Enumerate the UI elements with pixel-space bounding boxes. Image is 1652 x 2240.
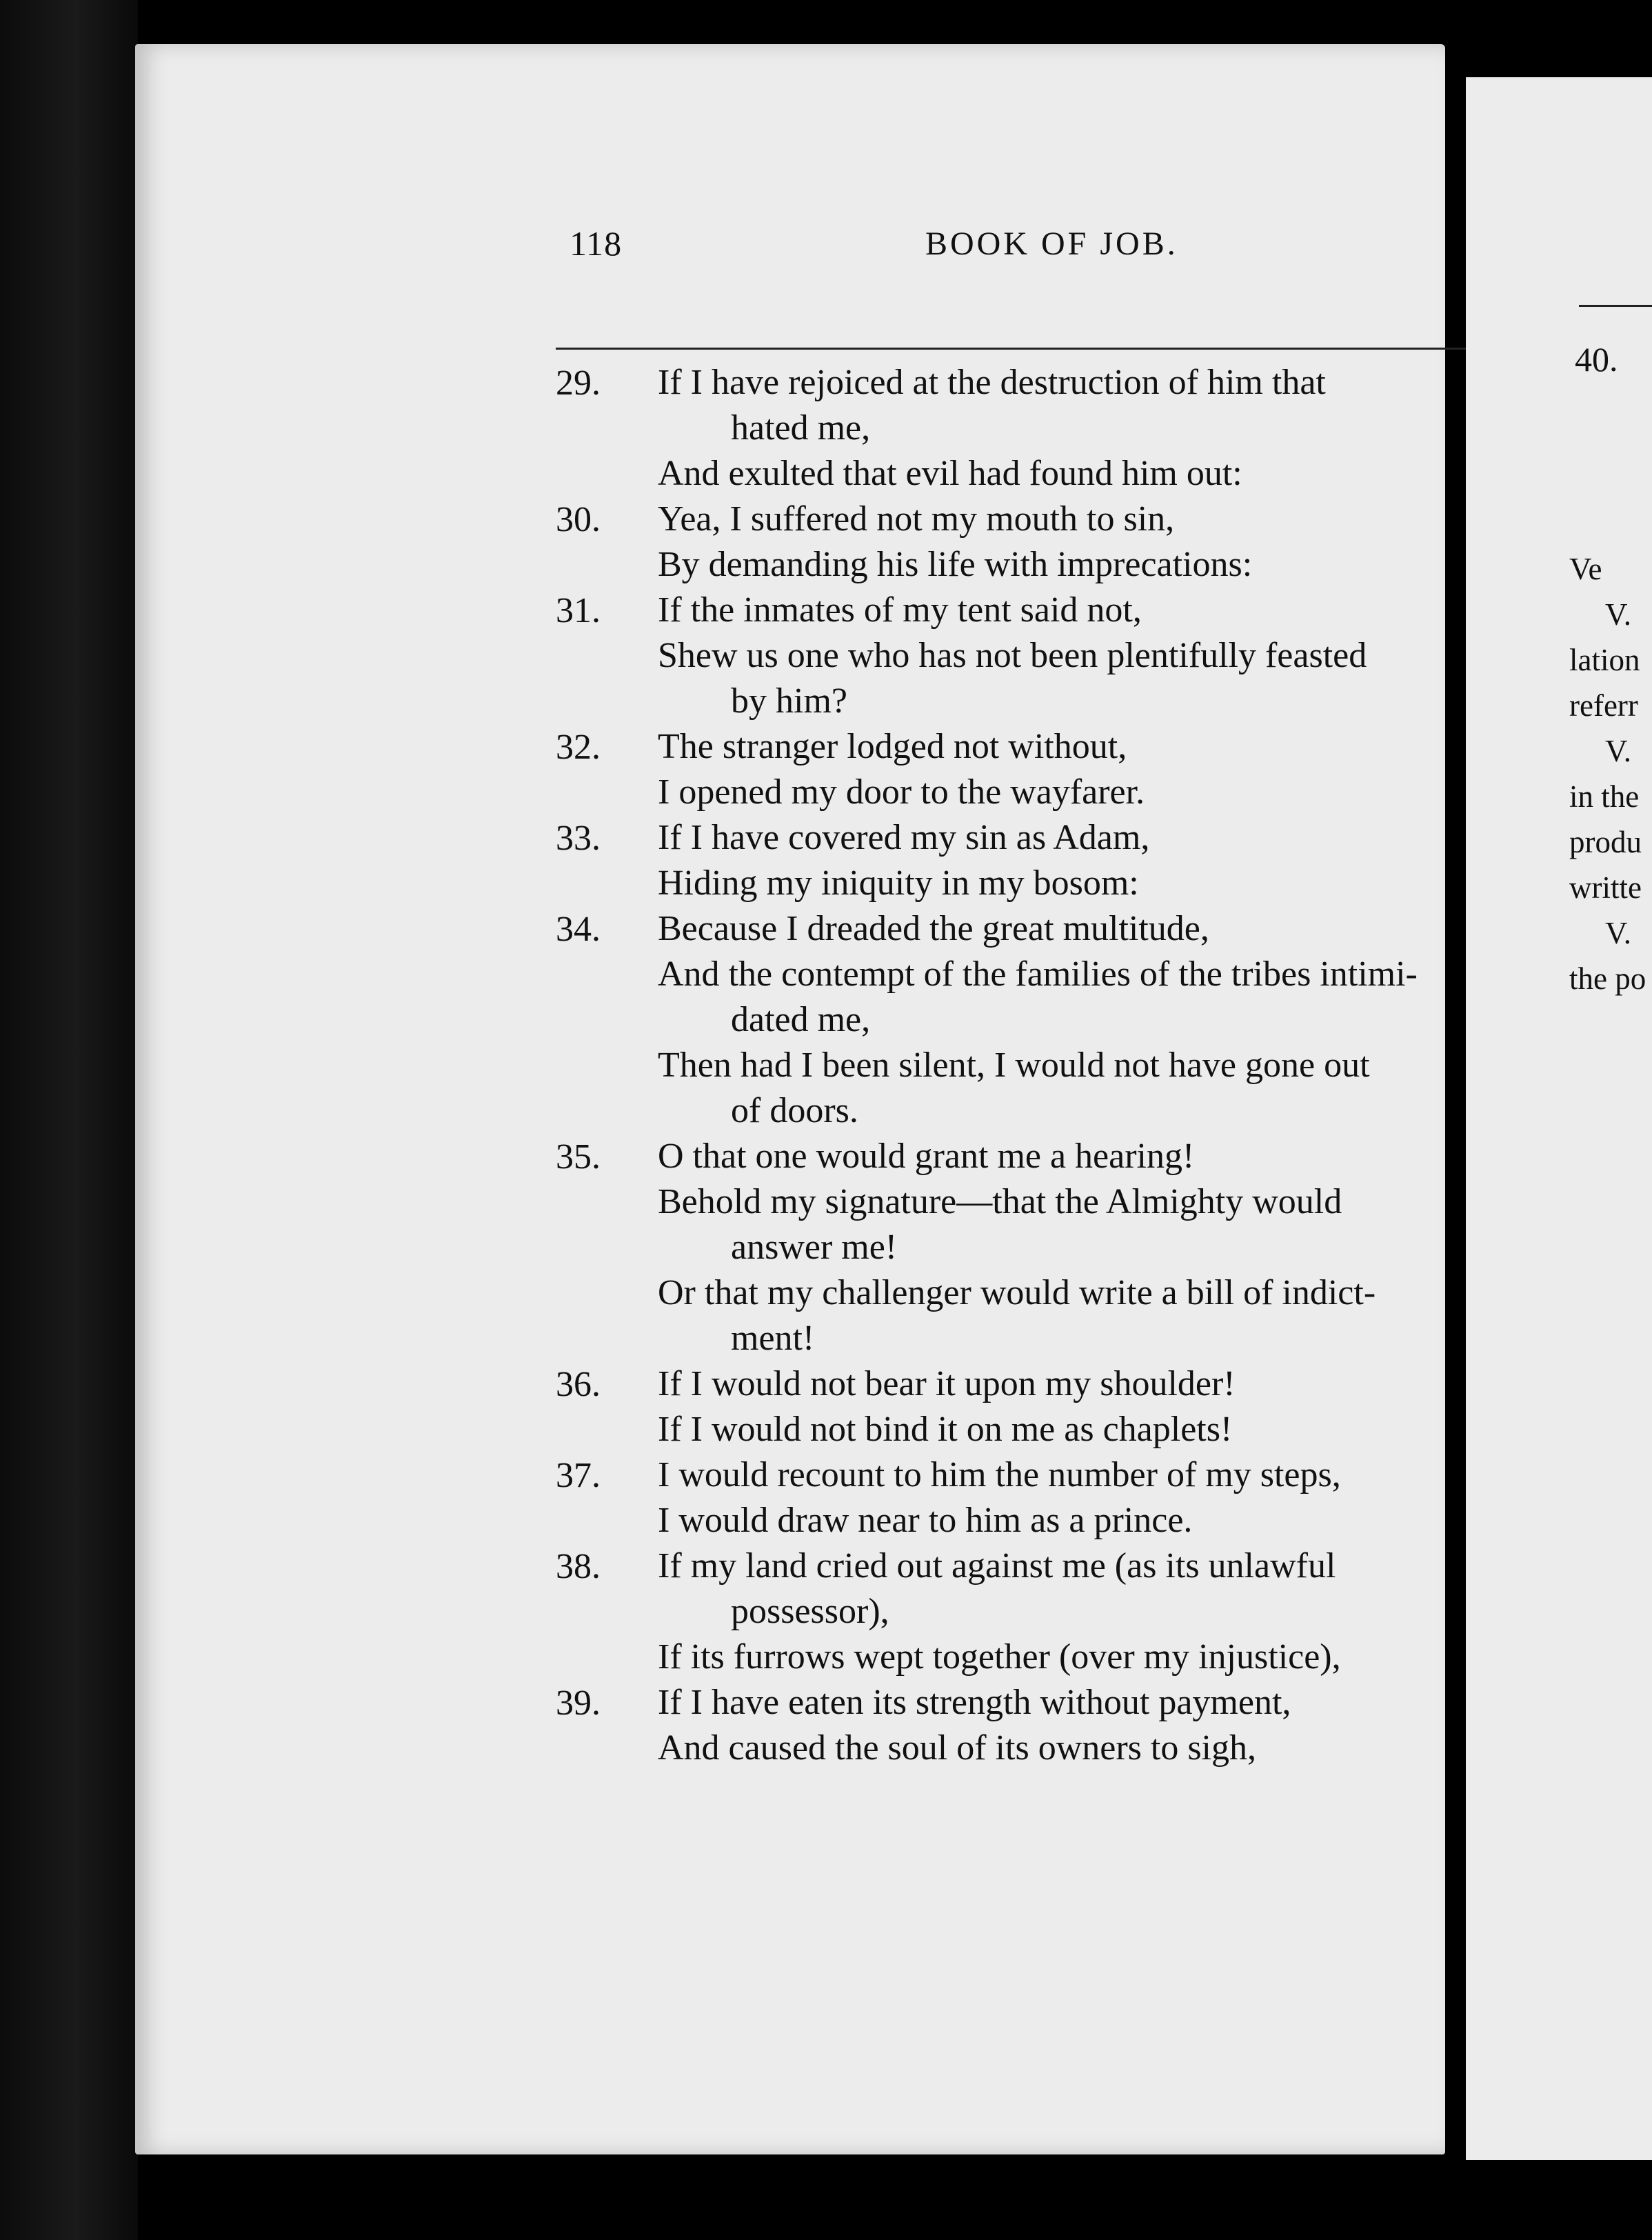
right-page-line: V. <box>1605 597 1631 632</box>
verse-line: ment! <box>731 1319 815 1358</box>
verse-line: Then had I been silent, I would not have gone out <box>658 1046 1370 1085</box>
verse-line: If my land cried out against me (as its unlawful <box>658 1546 1336 1586</box>
verse-number: 32. <box>556 728 601 767</box>
verse-number: 30. <box>556 500 601 539</box>
verse-line: hated me, <box>731 408 871 448</box>
verse-line: And caused the soul of its owners to sigh, <box>658 1728 1257 1768</box>
verse-line: Shew us one who has not been plentifully feasted <box>658 636 1367 675</box>
verse <box>556 906 1549 1134</box>
right-page-line: produ <box>1569 825 1642 859</box>
verse-line: Or that my challenger would write a bill of indict- <box>658 1273 1376 1312</box>
verse-line: If I have eaten its strength without payment, <box>658 1683 1291 1722</box>
verse-line: Yea, I suffered not my mouth to sin, <box>658 499 1175 539</box>
verse-list <box>556 360 1549 1771</box>
verse-line: of doors. <box>731 1091 858 1130</box>
verse-number: 34. <box>556 910 601 949</box>
right-page-line: Ve <box>1569 552 1602 586</box>
verse-line: Hiding my iniquity in my bosom: <box>658 863 1139 903</box>
verse <box>556 1452 1549 1543</box>
book-spine-edge <box>0 0 138 2240</box>
verse-line: Behold my signature—that the Almighty would <box>658 1182 1342 1221</box>
right-page-text <box>1569 546 1646 1001</box>
verse-number: 37. <box>556 1456 601 1495</box>
verse-line: answer me! <box>731 1228 898 1267</box>
verse <box>556 724 1549 815</box>
verse-line: by him? <box>731 681 847 721</box>
verse-line: If I would not bind it on me as chaplets! <box>658 1410 1233 1449</box>
verse <box>556 497 1549 588</box>
verse-line: By demanding his life with imprecations: <box>658 545 1253 584</box>
verse <box>556 1361 1549 1452</box>
verse-line: If the inmates of my tent said not, <box>658 590 1142 630</box>
verse-number: 39. <box>556 1683 601 1723</box>
running-title: BOOK OF JOB. <box>925 226 1178 262</box>
verse-line: If its furrows wept together (over my injustice), <box>658 1637 1341 1677</box>
right-page-line: in the <box>1569 779 1640 814</box>
verse-line: Because I dreaded the great multitude, <box>658 909 1209 948</box>
verse-line: dated me, <box>731 1000 871 1039</box>
verse-line: I would draw near to him as a prince. <box>658 1501 1193 1540</box>
verse-line: The stranger lodged not without, <box>658 727 1127 766</box>
verse-number: 36. <box>556 1365 601 1404</box>
verse <box>556 1134 1549 1361</box>
page-number: 118 <box>570 224 623 263</box>
verse-line: O that one would grant me a hearing! <box>658 1137 1195 1176</box>
verse <box>556 360 1549 497</box>
verse <box>556 1680 1549 1771</box>
verse-line: And the contempt of the families of the tribes intimi- <box>658 954 1418 994</box>
right-page-header-rule <box>1579 305 1652 307</box>
right-page-line: writte <box>1569 870 1642 905</box>
verse-line: I would recount to him the number of my steps, <box>658 1455 1341 1494</box>
right-page-fragment <box>1466 77 1652 2160</box>
verse-line: And exulted that evil had found him out: <box>658 454 1242 493</box>
right-page-line: lation <box>1569 643 1640 677</box>
verse <box>556 588 1549 724</box>
verse-number: 29. <box>556 363 601 403</box>
right-page-line: referr <box>1569 688 1638 723</box>
right-page-line: V. <box>1605 734 1631 768</box>
verse-number: 38. <box>556 1547 601 1586</box>
verse-line: If I would not bear it upon my shoulder! <box>658 1364 1236 1403</box>
verse-line: If I have rejoiced at the destruction of him that <box>658 363 1326 402</box>
right-page-line: V. <box>1605 916 1631 950</box>
verse-line: I opened my door to the wayfarer. <box>658 772 1145 812</box>
right-page-line: the po <box>1569 961 1646 996</box>
verse <box>556 815 1549 906</box>
verse <box>556 1543 1549 1680</box>
verse-number: 33. <box>556 819 601 858</box>
verse-line: If I have covered my sin as Adam, <box>658 818 1150 857</box>
header-rule <box>556 348 1531 350</box>
right-page-verse-number: 40. <box>1575 340 1618 379</box>
verse-number: 31. <box>556 591 601 630</box>
verse-number: 35. <box>556 1137 601 1177</box>
verse-line: possessor), <box>731 1592 889 1631</box>
left-page <box>135 44 1445 2154</box>
